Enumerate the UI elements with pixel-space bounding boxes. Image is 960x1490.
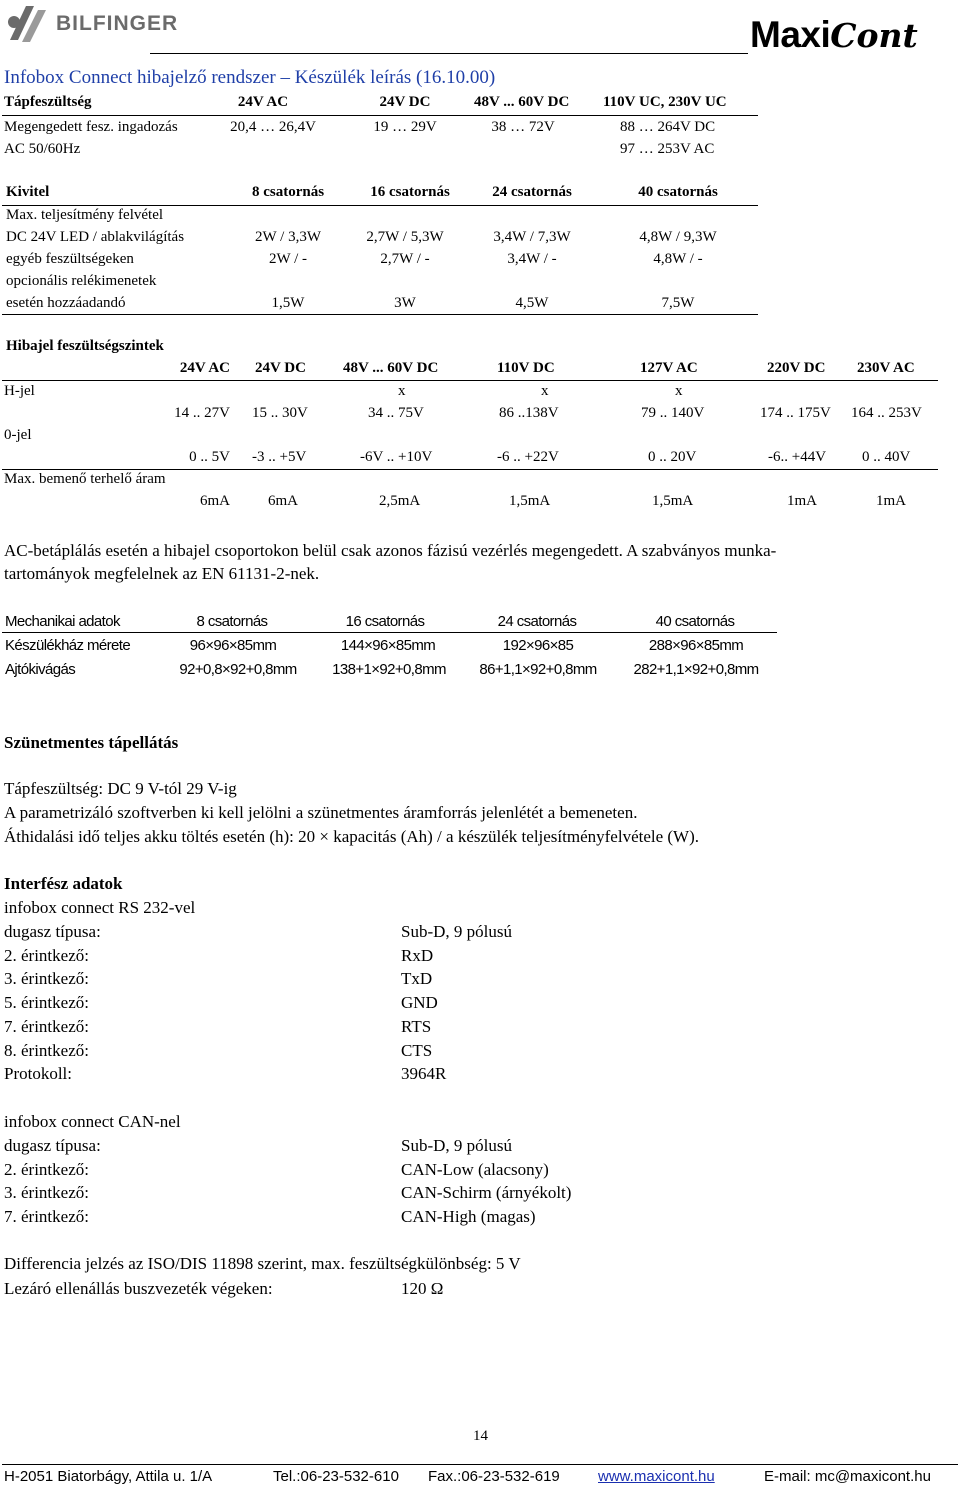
kivitel-max-label: Max. teljesítmény felvétel bbox=[6, 207, 164, 223]
hibajel-header-rule bbox=[2, 380, 938, 381]
can-label-0: dugasz típusa: bbox=[4, 1136, 101, 1155]
current-220v: 1mA bbox=[787, 493, 817, 509]
hjel-x-110v: x bbox=[541, 383, 549, 399]
termination-value: 120 Ω bbox=[401, 1279, 444, 1298]
mech-cutout-label: Ajtókivágás bbox=[5, 661, 76, 678]
hjel-range-230v: 164 .. 253V bbox=[851, 405, 922, 421]
current-48v: 2,5mA bbox=[379, 493, 421, 509]
brand-maxi: Maxi bbox=[750, 14, 831, 55]
ojel-range-127v: 0 .. 20V bbox=[648, 449, 697, 465]
hibajel-title: Hibajel feszültségszintek bbox=[6, 338, 164, 354]
header-rule bbox=[150, 53, 748, 54]
mech-header-40: 40 csatornás bbox=[655, 613, 735, 630]
rs232-value-6: 3964R bbox=[401, 1064, 447, 1083]
termination-label: Lezáró ellenállás buszvezeték végeken: bbox=[4, 1279, 273, 1298]
current-110v: 1,5mA bbox=[509, 493, 551, 509]
supply-row1-24vdc: 19 … 29V bbox=[373, 119, 437, 135]
rs232-label-0: dugasz típusa: bbox=[4, 922, 101, 941]
kivitel-led-40: 4,8W / 9,3W bbox=[639, 229, 717, 245]
kivitel-relay-24: 4,5W bbox=[515, 295, 549, 311]
supply-row1-48v: 38 … 72V bbox=[491, 119, 555, 135]
hjel-x-127v: x bbox=[675, 383, 683, 399]
interface-title: Interfész adatok bbox=[4, 874, 123, 893]
company-name: BILFINGER bbox=[56, 12, 179, 35]
footer-email: E-mail: mc@maxicont.hu bbox=[764, 1468, 931, 1485]
footer-address: H-2051 Biatorbágy, Attila u. 1/A bbox=[4, 1468, 213, 1485]
bilfinger-logo-icon bbox=[4, 2, 52, 46]
maxicont-logo bbox=[750, 14, 918, 56]
kivitel-header-16: 16 csatornás bbox=[370, 184, 450, 200]
kivitel-header-label: Kivitel bbox=[6, 184, 50, 200]
can-value-2: CAN-Schirm (árnyékolt) bbox=[401, 1183, 572, 1202]
hjel-range-110v: 86 ..138V bbox=[499, 405, 559, 421]
supply-header-48v: 48V ... 60V DC bbox=[474, 94, 570, 110]
bilfinger-logo bbox=[4, 2, 52, 51]
rs232-label-4: 7. érintkező: bbox=[4, 1017, 89, 1036]
current-24vac: 6mA bbox=[200, 493, 230, 509]
hjel-range-24vac: 14 .. 27V bbox=[174, 405, 230, 421]
kivitel-led-8: 2W / 3,3W bbox=[255, 229, 321, 245]
mech-size-40: 288×96×85mm bbox=[648, 637, 744, 654]
ups-line3: Áthidalási idő teljes akku töltés esetén (h): 20 × kapacitás (Ah) / a készülék teljesítményfelvétele (W). bbox=[4, 827, 700, 846]
rs232-value-4: RTS bbox=[401, 1017, 432, 1036]
mech-size-label: Készülékház mérete bbox=[5, 637, 131, 654]
kivitel-led-24: 3,4W / 7,3W bbox=[493, 229, 571, 245]
supply-header-rule bbox=[2, 115, 758, 116]
ac-note-line1: AC-betáplálás esetén a hibajel csoportokon belül csak azonos fázisú vezérlés megengedett. A szabványos munka- bbox=[4, 541, 777, 560]
rs232-label-5: 8. érintkező: bbox=[4, 1041, 89, 1060]
hibajel-header-220vdc: 220V DC bbox=[767, 360, 826, 376]
ojel-range-24vdc: -3 .. +5V bbox=[252, 449, 307, 465]
ojel-range-24vac: 0 .. 5V bbox=[189, 449, 230, 465]
hjel-range-24vdc: 15 .. 30V bbox=[252, 405, 308, 421]
mech-size-8: 96×96×85mm bbox=[189, 637, 277, 654]
supply-row1-110v: 88 … 264V DC bbox=[620, 119, 716, 135]
mech-size-16: 144×96×85mm bbox=[340, 637, 436, 654]
current-230v: 1mA bbox=[876, 493, 906, 509]
can-value-1: CAN-Low (alacsony) bbox=[401, 1160, 549, 1179]
kivitel-relay-16: 3W bbox=[394, 295, 416, 311]
supply-header-label: Tápfeszültség bbox=[4, 94, 92, 110]
ojel-range-48v: -6V .. +10V bbox=[360, 449, 433, 465]
kivitel-led-16: 2,7W / 5,3W bbox=[366, 229, 444, 245]
kivitel-other-24: 3,4W / - bbox=[507, 251, 557, 267]
kivitel-other-8: 2W / - bbox=[268, 251, 308, 267]
kivitel-bottom-rule bbox=[2, 314, 758, 315]
kivitel-led-label: DC 24V LED / ablakvilágítás bbox=[6, 229, 185, 245]
ac-note-line2: tartományok megfelelnek az EN 61131-2-nek. bbox=[4, 564, 320, 583]
hjel-range-48v: 34 .. 75V bbox=[368, 405, 424, 421]
rs232-value-5: CTS bbox=[401, 1041, 433, 1060]
footer-rule bbox=[2, 1464, 958, 1465]
hibajel-header-230vac: 230V AC bbox=[857, 360, 915, 376]
ojel-range-230v: 0 .. 40V bbox=[862, 449, 911, 465]
hjel-x-48v: x bbox=[398, 383, 406, 399]
can-label-2: 3. érintkező: bbox=[4, 1183, 89, 1202]
kivitel-header-8: 8 csatornás bbox=[251, 184, 325, 200]
footer-tel: Tel.:06-23-532-610 bbox=[273, 1468, 399, 1485]
hibajel-header-127vac: 127V AC bbox=[640, 360, 698, 376]
mech-header-label: Mechanikai adatok bbox=[5, 613, 120, 630]
rs232-value-1: RxD bbox=[401, 946, 434, 965]
ojel-range-220v: -6.. +44V bbox=[768, 449, 827, 465]
kivitel-relay-40: 7,5W bbox=[661, 295, 695, 311]
current-127v: 1,5mA bbox=[652, 493, 694, 509]
hibajel-header-48v: 48V ... 60V DC bbox=[343, 360, 439, 376]
kivitel-relay-label2: esetén hozzáadandó bbox=[6, 295, 126, 311]
ups-line2: A parametrizáló szoftverben ki kell jelölni a szünetmentes áramforrás jelenlétét a bemeneten. bbox=[4, 803, 638, 822]
hibajel-ojel-rule bbox=[2, 469, 938, 470]
kivitel-header-40: 40 csatornás bbox=[638, 184, 718, 200]
kivitel-relay-label1: opcionális relékimenetek bbox=[6, 273, 157, 289]
mech-cutout-40: 282+1,1×92+0,8mm bbox=[633, 661, 759, 678]
can-label-1: 2. érintkező: bbox=[4, 1160, 89, 1179]
supply-row1-label: Megengedett fesz. ingadozás bbox=[4, 119, 178, 135]
kivitel-other-label: egyéb feszültségeken bbox=[6, 251, 134, 267]
mech-size-24: 192×96×85 bbox=[502, 637, 574, 654]
can-label-3: 7. érintkező: bbox=[4, 1207, 89, 1226]
rs232-label-2: 3. érintkező: bbox=[4, 969, 89, 988]
kivitel-other-40: 4,8W / - bbox=[653, 251, 703, 267]
kivitel-header-24: 24 csatornás bbox=[492, 184, 572, 200]
hibajel-header-110vdc: 110V DC bbox=[497, 360, 555, 376]
current-label: Max. bemenő terhelő áram bbox=[4, 471, 166, 487]
page-number: 14 bbox=[473, 1428, 488, 1444]
rs232-value-3: GND bbox=[401, 993, 438, 1012]
footer-fax: Fax.:06-23-532-619 bbox=[428, 1468, 560, 1485]
brand-cont: Cont bbox=[830, 16, 918, 55]
supply-header-24vdc: 24V DC bbox=[379, 94, 431, 110]
doc-title: Infobox Connect hibajelző rendszer – Készülék leírás (16.10.00) bbox=[4, 67, 496, 88]
ups-title: Szünetmentes tápellátás bbox=[4, 733, 179, 752]
supply-header-24vac: 24V AC bbox=[237, 94, 289, 110]
ojel-label: 0-jel bbox=[4, 427, 32, 443]
hibajel-header-24vdc: 24V DC bbox=[255, 360, 306, 376]
mech-header-8: 8 csatornás bbox=[196, 613, 268, 630]
mech-header-24: 24 csatornás bbox=[497, 613, 577, 630]
rs232-title: infobox connect RS 232-vel bbox=[4, 898, 196, 917]
kivitel-relay-8: 1,5W bbox=[271, 295, 305, 311]
ojel-range-110v: -6 .. +22V bbox=[497, 449, 559, 465]
rs232-value-0: Sub-D, 9 pólusú bbox=[401, 922, 512, 941]
rs232-label-3: 5. érintkező: bbox=[4, 993, 89, 1012]
can-value-0: Sub-D, 9 pólusú bbox=[401, 1136, 512, 1155]
hjel-label: H-jel bbox=[4, 383, 35, 399]
hibajel-header-24vac: 24V AC bbox=[179, 360, 230, 376]
can-value-3: CAN-High (magas) bbox=[401, 1207, 536, 1226]
hjel-range-220v: 174 .. 175V bbox=[760, 405, 831, 421]
supply-row2-label: AC 50/60Hz bbox=[4, 141, 81, 157]
mech-header-rule bbox=[2, 632, 777, 633]
kivitel-other-16: 2,7W / - bbox=[380, 251, 430, 267]
mech-cutout-8: 92+0,8×92+0,8mm bbox=[179, 661, 297, 678]
rs232-label-6: Protokoll: bbox=[4, 1064, 73, 1083]
supply-header-110v: 110V UC, 230V UC bbox=[603, 94, 727, 110]
mech-cutout-16: 138+1×92+0,8mm bbox=[332, 661, 446, 678]
footer-web-link[interactable]: www.maxicont.hu bbox=[598, 1468, 715, 1485]
rs232-value-2: TxD bbox=[401, 969, 433, 988]
mech-cutout-24: 86+1,1×92+0,8mm bbox=[479, 661, 597, 678]
diff-note: Differencia jelzés az ISO/DIS 11898 szerint, max. feszültségkülönbség: 5 V bbox=[4, 1254, 521, 1273]
current-24vdc: 6mA bbox=[268, 493, 298, 509]
mech-header-16: 16 csatornás bbox=[345, 613, 425, 630]
supply-row1-24vac: 20,4 … 26,4V bbox=[230, 119, 316, 135]
rs232-label-1: 2. érintkező: bbox=[4, 946, 89, 965]
can-title: infobox connect CAN-nel bbox=[4, 1112, 181, 1131]
ups-line1: Tápfeszültség: DC 9 V-tól 29 V-ig bbox=[4, 779, 237, 798]
hjel-range-127v: 79 .. 140V bbox=[641, 405, 705, 421]
supply-row2-110v: 97 … 253V AC bbox=[620, 141, 715, 157]
kivitel-header-rule bbox=[2, 205, 758, 206]
